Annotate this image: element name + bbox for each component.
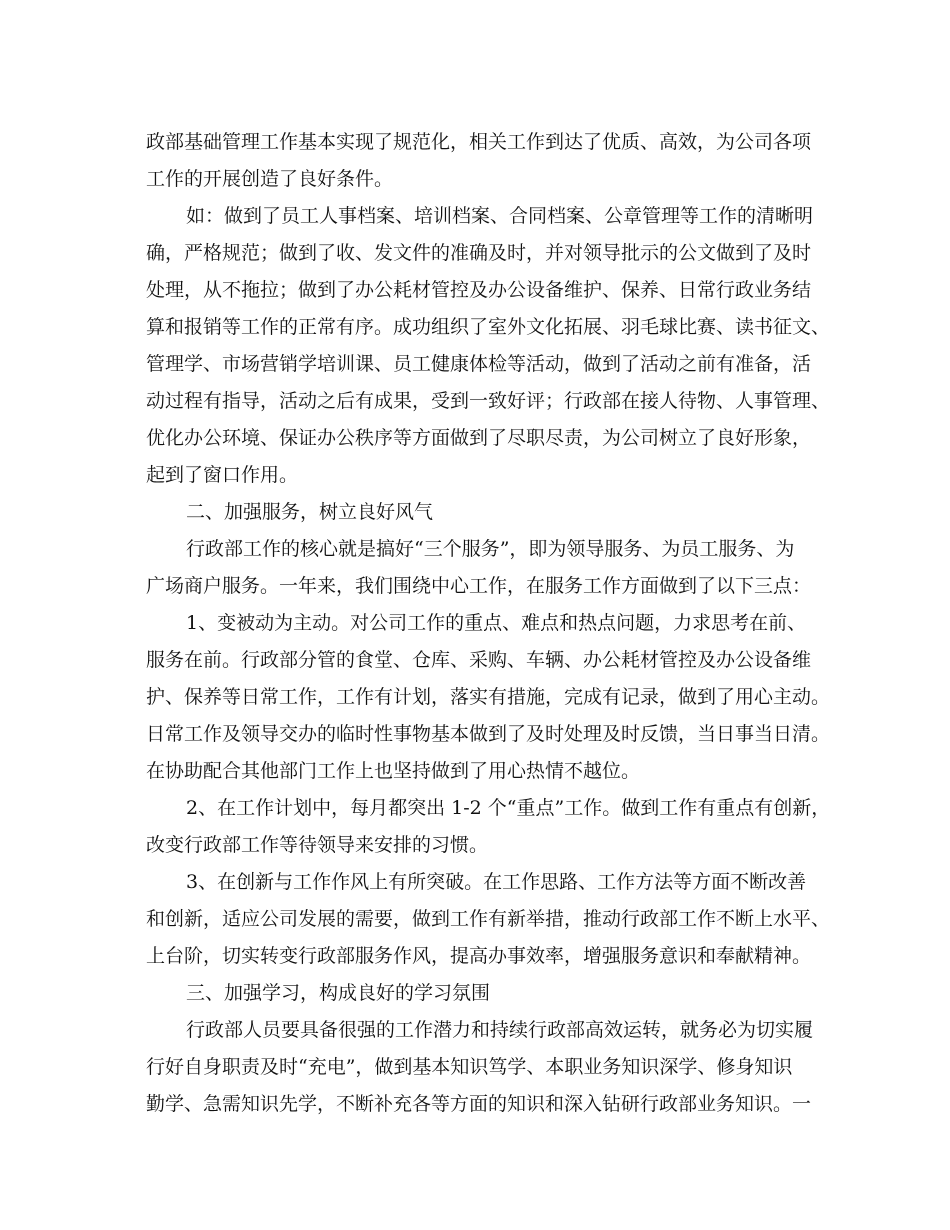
text-line: 行政部工作的核心就是搞好“三个服务”，即为领导服务、为员工服务、为 bbox=[186, 538, 795, 560]
text-line: 勤学、急需知识先学，不断补充各等方面的知识和深入钻研行政部业务知识。一 bbox=[146, 1093, 812, 1115]
text-line: 和创新，适应公司发展的需要，做到工作有新举措，推动行政部工作不断上水平、 bbox=[146, 908, 831, 930]
text-line: 3、在创新与工作作风上有所突破。在工作思路、工作方法等方面不断改善 bbox=[186, 871, 807, 893]
text-line: 工作的开展创造了良好条件。 bbox=[146, 168, 394, 190]
text-line: 管理学、市场营销学培训课、员工健康体检等活动，做到了活动之前有准备，活 bbox=[146, 353, 812, 375]
text-line: 行好自身职责及时“充电”，做到基本知识笃学、本职业务知识深学、修身知识 bbox=[146, 1056, 793, 1078]
text-line: 确，严格规范；做到了收、发文件的准确及时，并对领导批示的公文做到了及时 bbox=[146, 242, 812, 264]
text-line: 日常工作及领导交办的临时性事物基本做到了及时处理及时反馈，当日事当日清。 bbox=[146, 723, 831, 745]
text-line: 在协助配合其他部门工作上也坚持做到了用心热情不越位。 bbox=[146, 760, 641, 782]
section-heading: 三、加强学习，构成良好的学习氛围 bbox=[186, 982, 491, 1004]
section-heading: 二、加强服务，树立良好风气 bbox=[186, 501, 434, 523]
text-line: 广场商户服务。一年来，我们围绕中心工作，在服务工作方面做到了以下三点： bbox=[146, 575, 812, 597]
text-line: 上台阶，切实转变行政部服务作风，提高办事效率，增强服务意识和奉献精神。 bbox=[146, 945, 812, 967]
text-line: 算和报销等工作的正常有序。成功组织了室外文化拓展、羽毛球比赛、读书征文、 bbox=[146, 316, 831, 338]
text-line: 政部基础管理工作基本实现了规范化，相关工作到达了优质、高效，为公司各项 bbox=[146, 131, 812, 153]
text-line: 起到了窗口作用。 bbox=[146, 464, 299, 486]
text-line: 改变行政部工作等待领导来安排的习惯。 bbox=[146, 834, 489, 856]
text-line: 护、保养等日常工作，工作有计划，落实有措施，完成有记录，做到了用心主动。 bbox=[146, 686, 831, 708]
text-line: 服务在前。行政部分管的食堂、仓库、采购、车辆、办公耗材管控及办公设备维 bbox=[146, 649, 812, 671]
text-line: 如：做到了员工人事档案、培训档案、合同档案、公章管理等工作的清晰明 bbox=[186, 205, 814, 227]
text-line: 优化办公环境、保证办公秩序等方面做到了尽职尽责，为公司树立了良好形象， bbox=[146, 427, 812, 449]
text-line: 1、变被动为主动。对公司工作的重点、难点和热点问题，力求思考在前、 bbox=[186, 612, 807, 634]
text-line: 2、在工作计划中，每月都突出 1-2 个“重点”工作。做到工作有重点有创新， bbox=[186, 797, 831, 819]
text-line: 动过程有指导，活动之后有成果，受到一致好评；行政部在接人待物、人事管理、 bbox=[146, 390, 831, 412]
text-line: 处理，从不拖拉；做到了办公耗材管控及办公设备维护、保养、日常行政业务结 bbox=[146, 279, 812, 301]
text-line: 行政部人员要具备很强的工作潜力和持续行政部高效运转，就务必为切实履 bbox=[186, 1019, 814, 1041]
